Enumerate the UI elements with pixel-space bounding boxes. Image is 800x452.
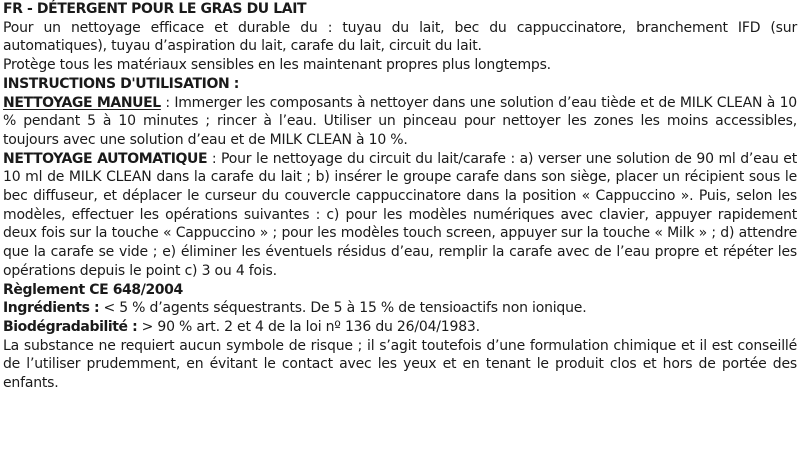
automatic-cleaning-paragraph (3, 150, 797, 281)
intro-paragraph: Pour un nettoyage efficace et durable du : tuyau du lait, bec du cappuccinatore, branchement IFD (sur automatiques), tuyau d’aspiration du lait, carafe du lait, circuit du lait. (3, 19, 797, 55)
ingredients-label: Ingrédients : (3, 300, 100, 317)
protects-paragraph: Protège tous les matériaux sensibles en les maintenant propres plus longtemps. (3, 57, 551, 74)
ingredients-text: < 5 % d’agents séquestrants. De 5 à 15 % de tensioactifs non ionique. (99, 300, 587, 317)
automatic-cleaning-text: : Pour le nettoyage du circuit du lait/carafe : a) verser une solution de 90 ml d’eau et 10 ml de MILK CLEAN dans la carafe du lait ; b) insérer le groupe carafe dans son siège, placer un récipient sous le bec diffuseur, et déplacer le curseur du couvercle cappuccinatore dans la position « Cappuccino ». Puis, selon les modèles, effectuer les opérations suivantes : c) pour les modèles numériques avec clavier, appuyer rapidement deux fois sur la touche « Cappuccino » ; pour les modèles touch screen, appuyer sur la touche « Milk » ; d) attendre que la carafe se vide ; e) éliminer les éventuels résidus d’eau, remplir la carafe avec de l’eau propre et répéter les opérations depuis le point c) 3 ou 4 fois. (3, 150, 797, 279)
label-title: FR - DÉTERGENT POUR LE GRAS DU LAIT (3, 1, 307, 17)
manual-cleaning-label: NETTOYAGE MANUEL (3, 94, 161, 111)
biodegradability-text: > 90 % art. 2 et 4 de la loi nº 136 du 26/04/1983. (137, 318, 480, 335)
warning-paragraph: La substance ne requiert aucun symbole de risque ; il s’agit toutefois d’une formulation chimique et il est conseillé de l’utiliser prudemment, en évitant le contact avec les yeux et en tenant le produit clos et hors de portée des enfants. (3, 337, 797, 392)
regulation-line: Règlement CE 648/2004 (3, 281, 183, 298)
manual-cleaning-text: : Immerger les composants à nettoyer dans une solution d’eau tiède et de MILK CLEAN à 10 % pendant 5 à 10 minutes ; rincer à l’eau. Utiliser un pinceau pour nettoyer les zones les moins accessibles, toujours avec une solution d’eau et de MILK CLEAN à 10 %. (3, 94, 798, 148)
biodegradability-label: Biodégradabilité : (3, 318, 138, 335)
instructions-heading: INSTRUCTIONS D'UTILISATION : (3, 75, 239, 92)
automatic-cleaning-label: NETTOYAGE AUTOMATIQUE (3, 150, 208, 167)
biodegradability-line (3, 318, 797, 337)
manual-cleaning-paragraph (3, 94, 797, 150)
ingredients-line (3, 299, 797, 318)
